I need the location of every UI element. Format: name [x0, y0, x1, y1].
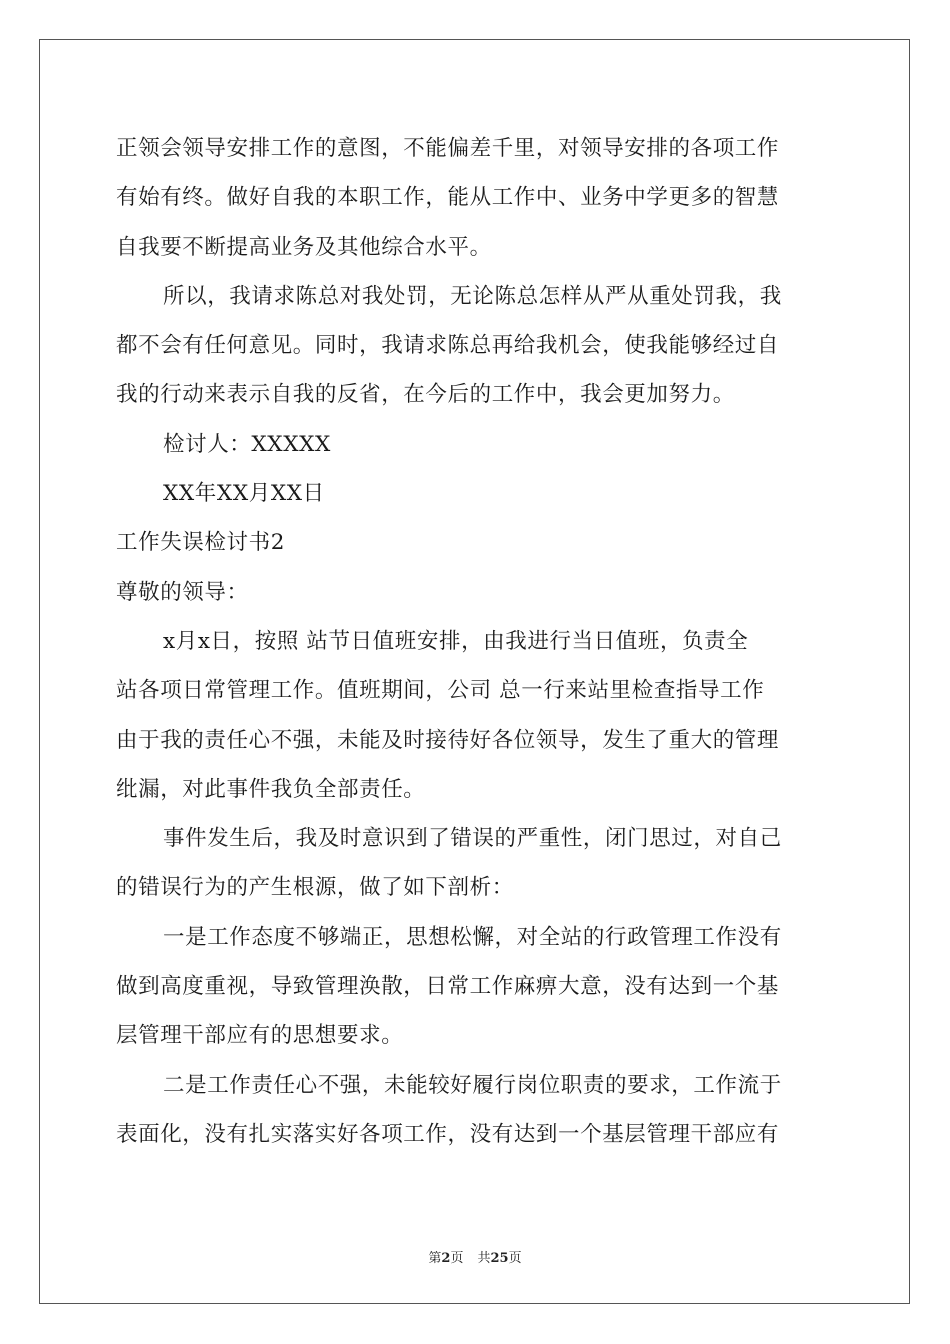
text-line: 站各项日常管理工作。值班期间，公司 总一行来站里检查指导工作: [116, 678, 765, 704]
page-unit: 页: [450, 1251, 464, 1266]
text-line: 做到高度重视，导致管理涣散，日常工作麻痹大意，没有达到一个基: [116, 974, 780, 1000]
text-line: 层管理干部应有的思想要求。: [116, 1023, 404, 1049]
document-body: [116, 124, 832, 1159]
text-line: 表面化，没有扎实落实好各项工作，没有达到一个基层管理干部应有: [116, 1121, 780, 1147]
date-line: XX年XX月XX日: [163, 481, 325, 507]
text-line: 一是工作态度不够端正，思想松懈，对全站的行政管理工作没有: [163, 924, 782, 950]
page-number: 2: [441, 1251, 451, 1266]
text-line: 纰漏，对此事件我负全部责任。: [116, 776, 426, 802]
text-line: 二是工作责任心不强，未能较好履行岗位职责的要求，工作流于: [163, 1072, 782, 1098]
text-line: 都不会有任何意见。同时，我请求陈总再给我机会，使我能够经过自: [116, 333, 780, 359]
signature-line: 检讨人：XXXXX: [163, 431, 331, 457]
text-line: 的错误行为的产生根源，做了如下剖析：: [116, 875, 514, 901]
total-unit: 页: [508, 1251, 522, 1266]
text-line: 有始有终。做好自我的本职工作，能从工作中、业务中学更多的智慧: [116, 185, 780, 211]
text-line: 事件发生后，我及时意识到了错误的严重性，闭门思过，对自己: [163, 826, 782, 852]
text-line: 我的行动来表示自我的反省，在今后的工作中，我会更加努力。: [116, 382, 735, 408]
text-line: 所以，我请求陈总对我处罚，无论陈总怎样从严从重处罚我，我: [163, 283, 782, 309]
salutation: 尊敬的领导：: [116, 579, 249, 605]
section-title: 工作失误检讨书2: [116, 530, 285, 556]
page-footer: [0, 1247, 950, 1266]
text-line: 正领会领导安排工作的意图，不能偏差千里，对领导安排的各项工作: [116, 136, 780, 161]
text-line: 由于我的责任心不强，未能及时接待好各位领导，发生了重大的管理: [116, 727, 780, 753]
text-line: x月x日，按照 站节日值班安排，由我进行当日值班，负责全: [163, 628, 749, 654]
total-prefix: 共: [477, 1251, 491, 1266]
page-prefix: 第: [428, 1251, 442, 1266]
text-line: 自我要不断提高业务及其他综合水平。: [116, 234, 492, 260]
page-total: 25: [490, 1251, 509, 1266]
